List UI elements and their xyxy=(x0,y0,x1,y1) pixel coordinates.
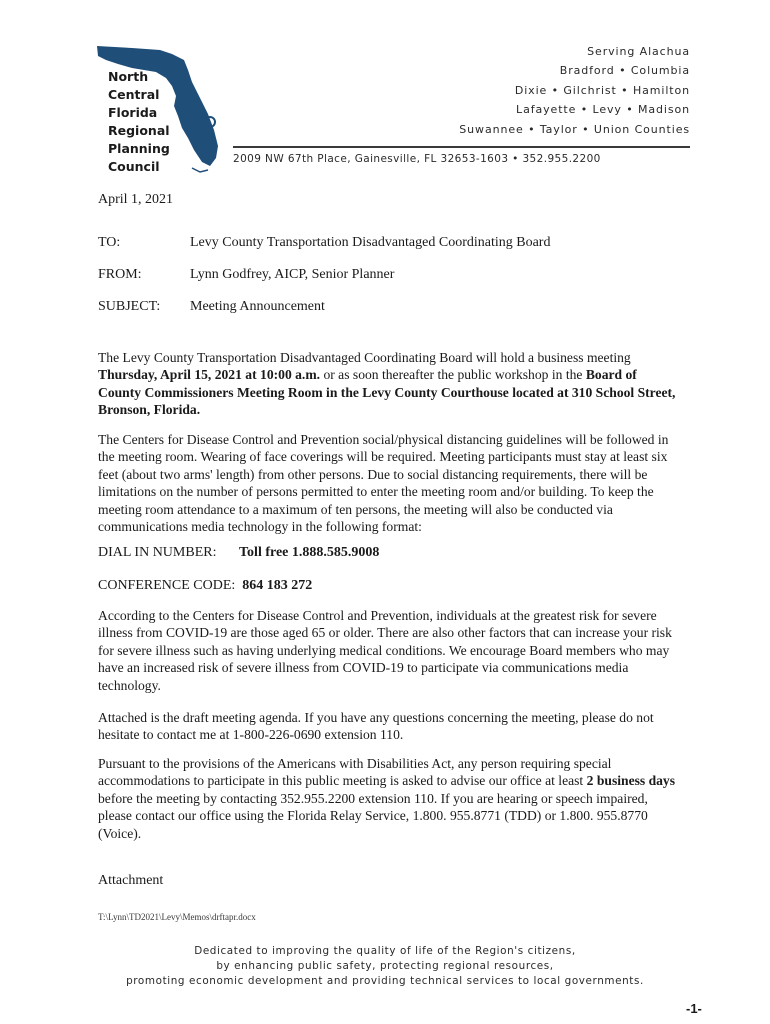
paragraph-covid-risk: According to the Centers for Disease Control and Prevention, individuals at the greatest risk for severe illness from COVID-19 are those aged 65 or older. There are also other factors that can increase your risk for severe illness such as having underlying medical conditions. We encourage Board members who may have an increased risk of severe illness from COVID-19 to participate via communications media technology. xyxy=(98,608,672,693)
paragraph-meeting-notice xyxy=(98,349,678,419)
from-value: Lynn Godfrey, AICP, Senior Planner xyxy=(190,267,395,282)
memo-date: April 1, 2021 xyxy=(98,192,174,207)
business-days: 2 business days xyxy=(586,773,676,789)
org-name xyxy=(108,68,170,176)
to-label: TO: xyxy=(98,235,121,250)
counties-line: Serving Alachua xyxy=(587,45,690,58)
to-value: Levy County Transportation Disadvantaged Coordinating Board xyxy=(190,235,551,250)
p5-lead: Pursuant to the provisions of the Americans with Disabilities Act, any person requiring special accommodations to participate in this public meeting is asked to advise our office at least xyxy=(98,756,612,789)
letterhead xyxy=(0,0,770,190)
org-line: Council xyxy=(108,159,160,174)
memo-subject xyxy=(98,299,325,315)
dial-label: DIAL IN NUMBER: xyxy=(98,545,217,560)
conf-code: 864 183 272 xyxy=(242,578,313,593)
footer-mission xyxy=(80,944,690,988)
footer-line: promoting economic development and providing technical services to local governments. xyxy=(126,974,644,987)
org-line: Central xyxy=(108,87,160,102)
p1-mid: or as soon thereafter the public workshop in the xyxy=(320,367,586,383)
conf-label: CONFERENCE CODE: xyxy=(98,578,236,593)
org-address: 2009 NW 67th Place, Gainesville, FL 32653-1603 • 352.955.2200 xyxy=(233,153,601,165)
memo-from xyxy=(98,267,394,283)
page-number: -1- xyxy=(686,1001,702,1016)
footer-line: by enhancing public safety, protecting regional resources, xyxy=(216,959,554,972)
meeting-datetime: Thursday, April 15, 2021 at 10:00 a.m. xyxy=(98,367,321,383)
subject-value: Meeting Announcement xyxy=(190,299,325,314)
counties-line: Bradford • Columbia xyxy=(559,64,690,78)
counties-line: Lafayette • Levy • Madison xyxy=(516,103,690,117)
keys-detail xyxy=(192,168,208,172)
org-line: Planning xyxy=(108,141,170,156)
attachment-label: Attachment xyxy=(98,873,164,888)
org-line: Florida xyxy=(108,105,158,120)
conference-code-row xyxy=(98,578,312,594)
counties-line: Dixie • Gilchrist • Hamilton xyxy=(514,83,690,97)
letterhead-divider xyxy=(233,146,690,148)
p5-tail: before the meeting by contacting 352.955.2200 extension 110. If you are hearing or speech impaired, please contact our office using the Florida Relay Service, 1.800. 955.8771 (TDD) or 1.800. 955.8770 (Voice). xyxy=(98,790,648,841)
paragraph-agenda: Attached is the draft meeting agenda. If you have any questions concerning the meeting, please do not hesitate to contact me at 1-800-226-0690 extension 110. xyxy=(98,710,654,743)
from-label: FROM: xyxy=(98,267,142,282)
file-path: T:\Lynn\TD2021\Levy\Memos\drftapr.docx xyxy=(98,912,256,922)
paragraph-distancing: The Centers for Disease Control and Prevention social/physical distancing guidelines will be followed in the meeting room. Wearing of face coverings will be required. Meeting participants must stay at least six feet (about two arms' length) from other persons. Due to social distancing requirements, there will be limitations on the number of persons permitted to enter the meeting room and/or building. To keep the meeting room attendance to a maximum of ten persons, the meeting will also be conducted via communications media technology in the following format: xyxy=(98,432,669,535)
subject-label: SUBJECT: xyxy=(98,299,161,314)
counties-line: Suwannee • Taylor • Union Counties xyxy=(459,122,690,136)
dial-number: Toll free 1.888.585.9008 xyxy=(239,545,380,560)
org-line: North xyxy=(108,69,149,84)
p1-lead: The Levy County Transportation Disadvantaged Coordinating Board will hold a business meeting xyxy=(98,350,631,365)
paragraph-ada xyxy=(98,755,678,842)
memo-to xyxy=(98,235,550,251)
dial-in-row xyxy=(98,545,379,561)
meeting-location: Board of County Commissioners Meeting Room in the Levy County Courthouse located at 310 School Street, Bronson, Florida. xyxy=(98,367,676,418)
org-line: Regional xyxy=(108,123,170,138)
footer-line: Dedicated to improving the quality of life of the Region's citizens, xyxy=(194,945,576,957)
service-counties xyxy=(459,42,690,139)
